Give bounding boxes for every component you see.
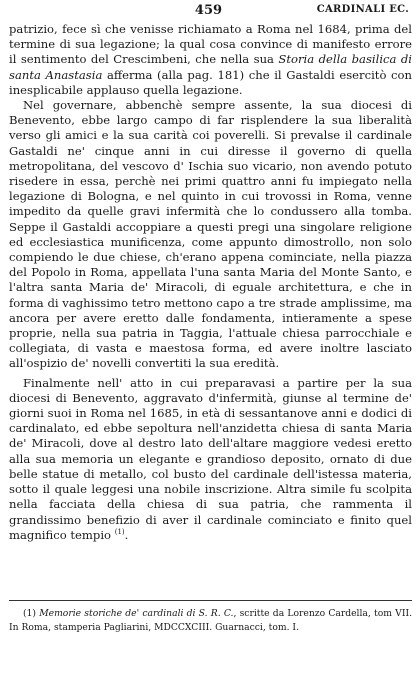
- page-number: 459: [194, 3, 223, 18]
- footnote-title-italic: Memorie storiche de' cardinali di S. R. C.: [39, 608, 234, 619]
- paragraph-1-text-a: patrizio, fece sì che venisse richiamato a Roma nel 1684, prima del termine di sua legazione; la qual cosa convince di manifesto errore il sentimento del Crescimbeni, che nella sua: [9, 22, 412, 67]
- paragraph-2: Nel governare, abbenchè sempre assente, la sua diocesi di Benevento, ebbe largo campo di far risplendere la sua liberalità verso gli amici e la sua carità coi poverelli. Si prevalse il cardinale Gastaldi ne' cinque anni in cui diresse il governo di quella metropolitana, del vescovo d' Ischia suo vicario, non avendo potuto risedere in essa, perchè nei primi quattro anni fu impiegato nella legazione di Bologna, e nel quinto in cui trovossi in Roma, venne impedito da quelle gravi infermità che lo condussero alla tomba. Seppe il Gastaldi accoppiare a questi pregi una singolare religione ed ecclesiastica munificenza, come appunto dimostrollo, non solo compiendo le due chiese, ch'erano appena cominciate, nella piazza del Popolo in Roma, appellata l'una santa Maria del Monte Santo, e l'altra santa Maria de' Miracoli, di eguale architettura, e che in forma di vaghissimo tetro mettono capo a tre strade amplissime, ma ancora per avere eretto dalle fondamenta, intieramente a spese proprie, nella sua patria in Taggia, l'attuale chiesa parrocchiale e collegiata, di vasta e maestosa forma, ed avere inoltre lasciato all'ospizio de' novelli convertiti la sua eredità.: [9, 98, 412, 371]
- footnote-divider: [9, 600, 412, 601]
- paragraph-3: [9, 376, 412, 543]
- book-title-italic: Storia della basilica di santa Anastasia: [9, 52, 412, 82]
- footnote-text: , scritte da Lorenzo Cardella, tom VII. In Roma, stamperia Pagliarini, MDCCXCIII. Guarnacci, tom. I.: [9, 608, 412, 633]
- page-header: [0, 3, 417, 19]
- body-text: [9, 22, 412, 543]
- running-head: CARDINALI EC.: [316, 4, 409, 15]
- paragraph-3-end: .: [124, 527, 129, 542]
- paragraph-1-text-b: afferma (alla pag. 181) che il Gastaldi esercitò con inesplicabile applauso quella legazione.: [9, 67, 412, 97]
- paragraph-3-text: Finalmente nell' atto in cui preparavasi a partire per la sua diocesi di Benevento, aggravato d'infermità, giunse al termine de' giorni suoi in Roma nel 1685, in età di sessantanove anni e dodici di cardinalato, ed ebbe sepoltura nell'anzidetta chiesa di santa Maria de' Miracoli, dove al destro lato dell'altare maggiore vedesi eretto alla sua memoria un elegante e grandioso deposito, ornato di due belle statue di metallo, col busto del cardinale dell'istessa materia, sotto il quale leggesi una nobile inscrizione. Altra simile fu scolpita nella facciata della chiesa di sua patria, che rammenta il grandissimo benefizio di aver il cardinale cominciato e finito quel magnifico tempio: [9, 375, 412, 542]
- footnote-reference[interactable]: (1): [114, 527, 125, 536]
- footnote-mark: (1): [23, 608, 37, 619]
- paragraph-1: [9, 22, 412, 98]
- footnote: [9, 607, 412, 634]
